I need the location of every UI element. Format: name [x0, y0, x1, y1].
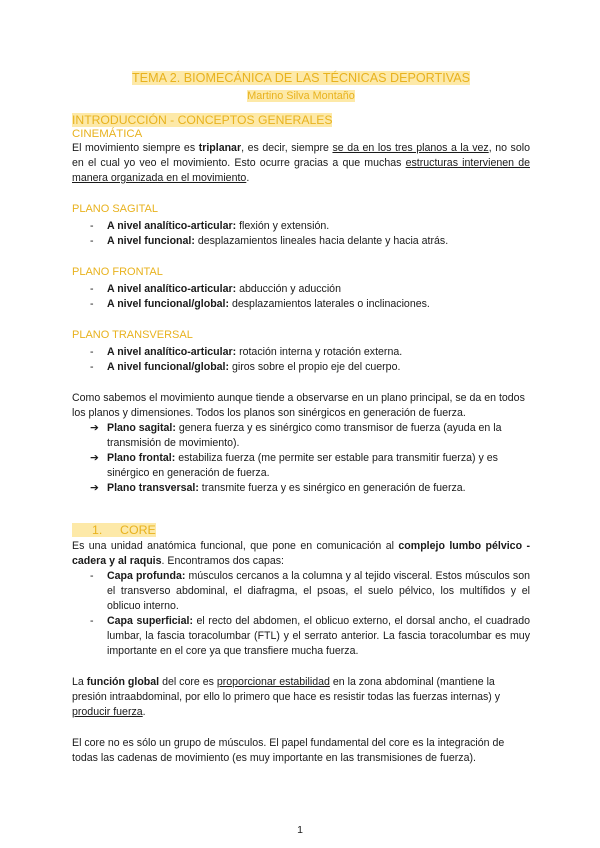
arrow-icon: ➔ — [90, 482, 99, 494]
cinematica-paragraph: El movimiento siempre es triplanar, es decir, siempre se da en los tres planos a la vez, no solo en el cual yo veo el movimiento. Esto ocurre gracias a que muchas estructuras intervienen de manera organizada en el movimiento. — [72, 142, 530, 184]
intro-heading: INTRODUCCIÓN - CONCEPTOS GENERALES — [72, 113, 333, 127]
plano-transversal-list — [72, 345, 530, 375]
cinematica-heading: CINEMÁTICA — [72, 128, 143, 140]
plano-transversal-heading: PLANO TRANSVERSAL — [72, 329, 193, 341]
plano-sagital-list — [72, 219, 530, 249]
list-item: - Capa superficial: el recto del abdomen, el oblicuo externo, el dorsal ancho, el cuadrado lumbar, la fascia toracolumbar (FTL) y el serrato anterior. La fascia toracolumbar es muy importante en el core ya que transfiere mucha fuerza. — [72, 614, 530, 659]
list-item: - A nivel funcional: desplazamientos lineales hacia delante y hacia atrás. — [72, 234, 530, 249]
list-item: ➔ Plano transversal: transmite fuerza y es sinérgico en generación de fuerza. — [90, 482, 466, 494]
planes-paragraph: Como sabemos el movimiento aunque tiende a observarse en un plano principal, se da en todos los planos y dimensiones. Todos los planos son sinérgicos en generación de fuerza. — [72, 392, 525, 419]
list-item: - A nivel analítico-articular: rotación interna y rotación externa. — [72, 345, 530, 360]
document-title: TEMA 2. BIOMECÁNICA DE LAS TÉCNICAS DEPORTIVAS — [131, 71, 471, 85]
core-final-paragraph: El core no es sólo un grupo de músculos. El papel fundamental del core es la integración de todas las cadenas de movimiento (es muy importante en las transmisiones de fuerza). — [72, 737, 505, 764]
list-item: - A nivel analítico-articular: flexión y extensión. — [72, 219, 530, 234]
list-item: - A nivel funcional/global: giros sobre el propio eje del cuerpo. — [72, 360, 530, 375]
list-item: - A nivel funcional/global: desplazamientos laterales o inclinaciones. — [72, 297, 530, 312]
arrow-icon: ➔ — [90, 452, 99, 464]
document-author: Martino Silva Montaño — [247, 90, 355, 102]
core-function-paragraph: La función global del core es proporcionar estabilidad en la zona abdominal (mantiene la presión intraabdominal, por ello lo primero que hace es resistir todas las fuerzas internas) y producir fuerza. — [72, 676, 501, 718]
arrow-icon: ➔ — [90, 422, 99, 434]
plano-sagital-heading: PLANO SAGITAL — [72, 203, 158, 215]
list-item: - A nivel analítico-articular: abducción y aducción — [72, 282, 530, 297]
core-intro-paragraph: Es una unidad anatómica funcional, que pone en comunicación al complejo lumbo pélvico - cadera y al raquis. Encontramos dos capas: — [72, 540, 530, 567]
page-number: 1 — [297, 824, 303, 836]
list-item: ➔ Plano sagital: genera fuerza y es sinérgico como transmisor de fuerza (ayuda en la transmisión de movimiento). — [90, 422, 502, 449]
list-item: - Capa profunda: músculos cercanos a la columna y al tejido visceral. Estos músculos son el transverso abdominal, el diafragma, el psoas, el suelo pélvico, los multífidos y el oblicuo interno. — [72, 569, 530, 614]
list-item: ➔ Plano frontal: estabiliza fuerza (me permite ser estable para transmitir fuerza) y es sinérgico en generación de fuerza. — [90, 452, 498, 479]
core-layers-list — [72, 569, 530, 659]
plano-frontal-heading: PLANO FRONTAL — [72, 266, 163, 278]
planes-arrow-list — [72, 421, 530, 496]
core-heading: 1. CORE — [72, 522, 530, 538]
plano-frontal-list — [72, 282, 530, 312]
